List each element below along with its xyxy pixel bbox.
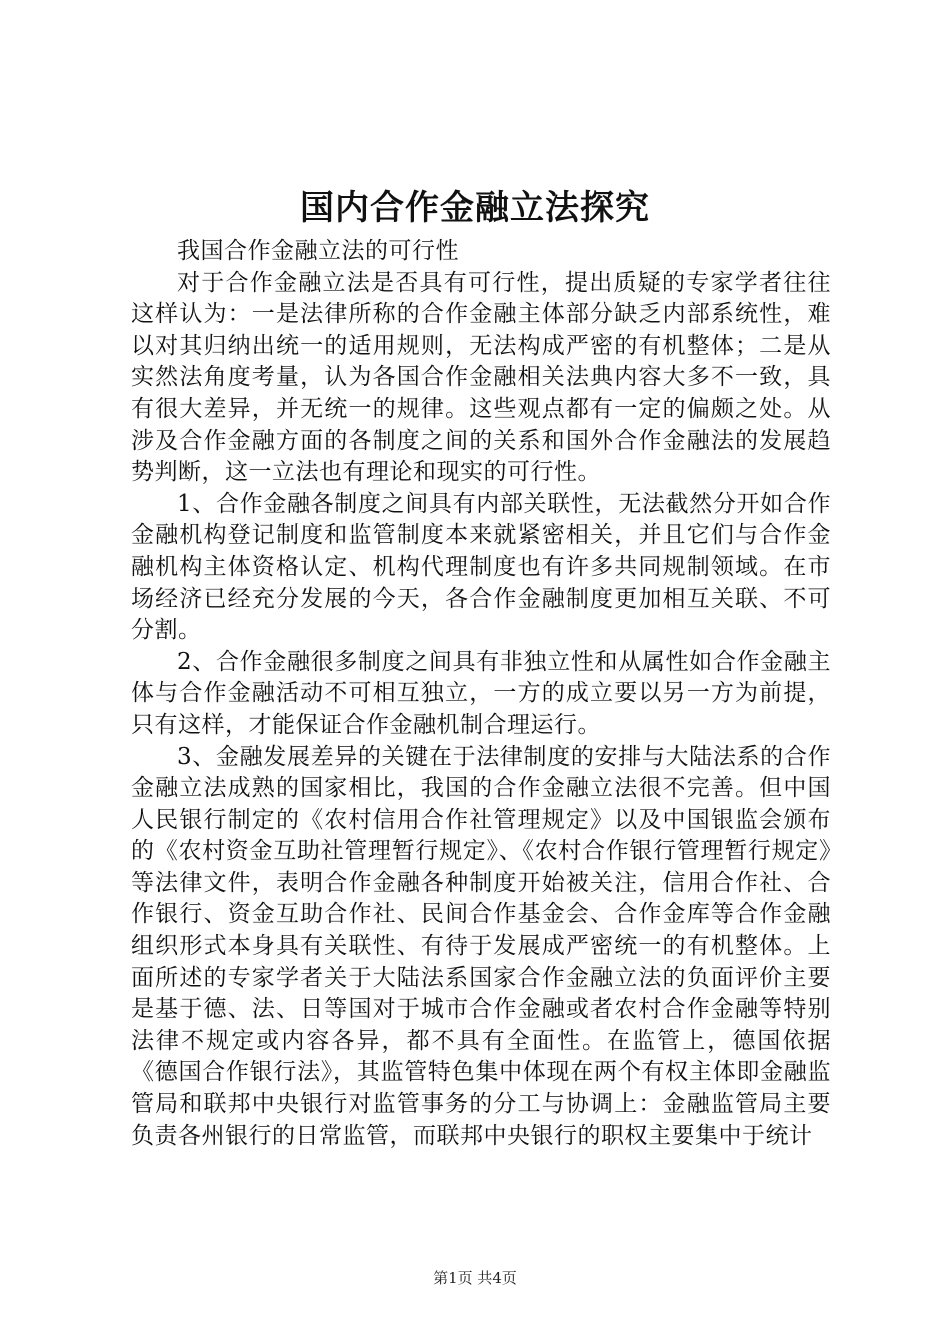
section-heading: 我国合作金融立法的可行性	[177, 238, 459, 264]
document-body	[131, 236, 831, 1152]
paragraph-intro: 对于合作金融立法是否具有可行性，提出质疑的专家学者往往这样认为：一是法律所称的合作金融主体部分缺乏内部系统性，难以对其归纳出统一的适用规则，无法构成严密的有机整体；二是从实然法角度考量，认为各国合作金融相关法典内容大多不一致，具有很大差异，并无统一的规律。这些观点都有一定的偏颇之处。从涉及合作金融方面的各制度之间的关系和国外合作金融法的发展趋势判断，这一立法也有理论和现实的可行性。	[131, 269, 831, 486]
paragraph-point-3: 3、金融发展差异的关键在于法律制度的安排与大陆法系的合作金融立法成熟的国家相比，我国的合作金融立法很不完善。但中国人民银行制定的《农村信用合作社管理规定》以及中国银监会颁布的《农村资金互助社管理暂行规定》、《农村合作银行管理暂行规定》等法律文件，表明合作金融各种制度开始被关注，信用合作社、合作银行、资金互助合作社、民间合作基金会、合作金库等合作金融组织形式本身具有关联性、有待于发展成严密统一的有机整体。上面所述的专家学者关于大陆法系国家合作金融立法的负面评价主要是基于德、法、日等国对于城市合作金融或者农村合作金融等特别法律不规定或内容各异，都不具有全面性。在监管上，德国依据《德国合作银行法》，其监管特色集中体现在两个有权主体即金融监管局和联邦中央银行对监管事务的分工与协调上：金融监管局主要负责各州银行的日常监管，而联邦中央银行的职权主要集中于统计	[131, 743, 831, 1149]
paragraph-point-1: 1、合作金融各制度之间具有内部关联性，无法截然分开如合作金融机构登记制度和监管制度本来就紧密相关，并且它们与合作金融机构主体资格认定、机构代理制度也有许多共同规制领域。在市场经济已经充分发展的今天，各合作金融制度更加相互关联、不可分割。	[131, 490, 831, 644]
paragraph-point-2: 2、合作金融很多制度之间具有非独立性和从属性如合作金融主体与合作金融活动不可相互独立，一方的成立要以另一方为前提，只有这样，才能保证合作金融机制合理运行。	[131, 648, 831, 738]
document-title: 国内合作金融立法探究	[300, 188, 650, 228]
page-footer: 第1页 共4页	[433, 1269, 517, 1287]
